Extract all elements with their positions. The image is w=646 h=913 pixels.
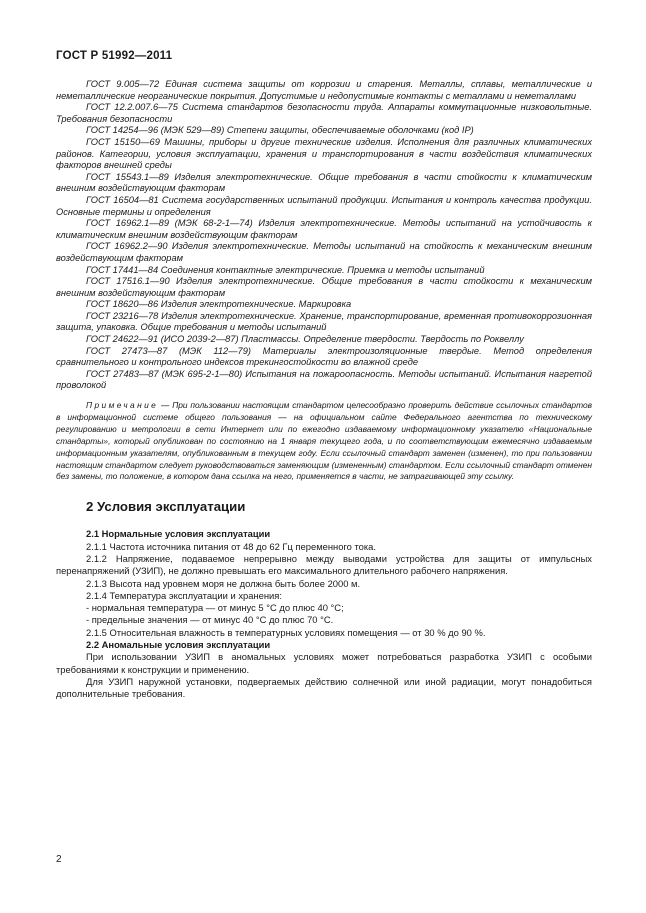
subsection-title: 2.1 Нормальные условия эксплуатации [86, 528, 271, 540]
subsection-title: 2.2 Аномальные условия эксплуатации [86, 639, 271, 651]
reference-item: ГОСТ 15543.1—89 Изделия электротехнические. Общие требования в части стойкости к климатическим внешним воздействующим факторам [56, 171, 592, 194]
list-item: - нормальная температура — от минус 5 °С до плюс 40 °С; [86, 602, 344, 614]
reference-item: ГОСТ 16504—81 Система государственных испытаний продукции. Испытания и контроль качества продукции. Основные термины и определения [56, 194, 592, 217]
reference-item: ГОСТ 9.005—72 Единая система защиты от коррозии и старения. Металлы, сплавы, металлические и неметаллические неорганические покрытия. Допустимые и недопустимые контакты с металлами и неметаллами [56, 79, 592, 101]
reference-item: ГОСТ 24622—91 (ИСО 2039-2—87) Пластмассы. Определение твердости. Твердость по Роквеллу [86, 334, 524, 345]
reference-item: ГОСТ 14254—96 (МЭК 529—89) Степени защиты, обеспечиваемые оболочками (код IP) [86, 125, 474, 136]
paragraph: При использовании УЗИП в аномальных условиях может потребоваться разработка УЗИП с особыми требованиями к конструкции и применению. [56, 651, 592, 675]
reference-item: ГОСТ 18620—86 Изделия электротехнические. Маркировка [86, 299, 352, 310]
references-list [56, 79, 592, 392]
paragraph: 2.1.2 Напряжение, подаваемое непрерывно между выводами устройства для защиты от импульсных перенапряжений (УЗИП), не должно превышать его максимального длительного рабочего напряжения. [56, 552, 592, 577]
paragraph: 2.1.1 Частота источника питания от 48 до 62 Гц переменного тока. [86, 540, 376, 552]
paragraph: Для УЗИП наружной установки, подвергаемых действию солнечной или иной радиации, могут понадобиться дополнительные требования. [56, 675, 592, 700]
reference-item: ГОСТ 23216—78 Изделия электротехнические. Хранение, транспортирование, временная противокоррозионная защита, упаковка. Общие требования и методы испытаний [56, 310, 592, 333]
section-title: 2 Условия эксплуатации [86, 499, 246, 515]
reference-item: ГОСТ 16962.1—89 (МЭК 68-2-1—74) Изделия электротехнические. Методы испытаний на устойчивость к климатическим внешним воздействующим факторам [56, 218, 592, 240]
reference-item: ГОСТ 27473—87 (МЭК 112—79) Материалы электроизоляционные твердые. Метод определения сравнительного и контрольного индексов трекингостойкости во влажной среде [56, 345, 592, 368]
reference-item: ГОСТ 15150—69 Машины, приборы и другие технические изделия. Исполнения для различных климатических районов. Категории, условия эксплуатации, хранения и транспортирования в части воздействия климатических факторов внешней среды [56, 136, 592, 171]
page-content [56, 79, 592, 701]
section-body [56, 528, 592, 700]
paragraph: 2.1.5 Относительная влажность в температурных условиях помещения — от 30 % до 90 %. [86, 626, 486, 638]
list-item: - предельные значения — от минус 40 °С до плюс 70 °С. [86, 614, 334, 626]
paragraph: 2.1.4 Температура эксплуатации и хранения: [86, 589, 282, 601]
note-label: Примечание [86, 400, 159, 411]
note-block [56, 400, 592, 483]
paragraph: 2.1.3 Высота над уровнем моря не должна быть более 2000 м. [86, 577, 361, 589]
reference-item: ГОСТ 16962.2—90 Изделия электротехнические. Методы испытаний на стойкость к механическим внешним воздействующим факторам [56, 241, 592, 263]
document-header: ГОСТ Р 51992—2011 [56, 50, 173, 62]
reference-item: ГОСТ 12.2.007.6—75 Система стандартов безопасности труда. Аппараты коммутационные низковольтные. Требования безопасности [56, 102, 592, 124]
reference-item: ГОСТ 17441—84 Соединения контактные электрические. Приемка и методы испытаний [86, 264, 485, 275]
note-text: — При пользовании настоящим стандартом целесообразно проверить действие ссылочных стандартов в информационной системе общего пользования — на официальном сайте Федерального агентства по техническому регулированию и метрологии в сети Интернет или по ежегодно издаваемому информационному указателю «Национальные стандарты», который опубликован по состоянию на 1 января текущего года, и по соответствующим ежемесячно издаваемым информационным указателям, опубликованным в текущем году. Если ссылочный стандарт заменен (изменен), то при пользовании настоящим стандартом следует руководствоваться заменяющим (измененным) стандартом. Если ссылочный стандарт отменен без замены, то положение, в котором дана ссылка на него, применяется в части, не затрагивающей эту ссылку. [56, 400, 592, 482]
reference-item: ГОСТ 27483—87 (МЭК 695-2-1—80) Испытания на пожароопасность. Методы испытаний. Испытания нагретой проволокой [56, 368, 592, 391]
page-number: 2 [56, 854, 62, 865]
reference-item: ГОСТ 17516.1—90 Изделия электротехнические. Общие требования в части стойкости к механическим внешним воздействующим факторам [56, 276, 592, 298]
